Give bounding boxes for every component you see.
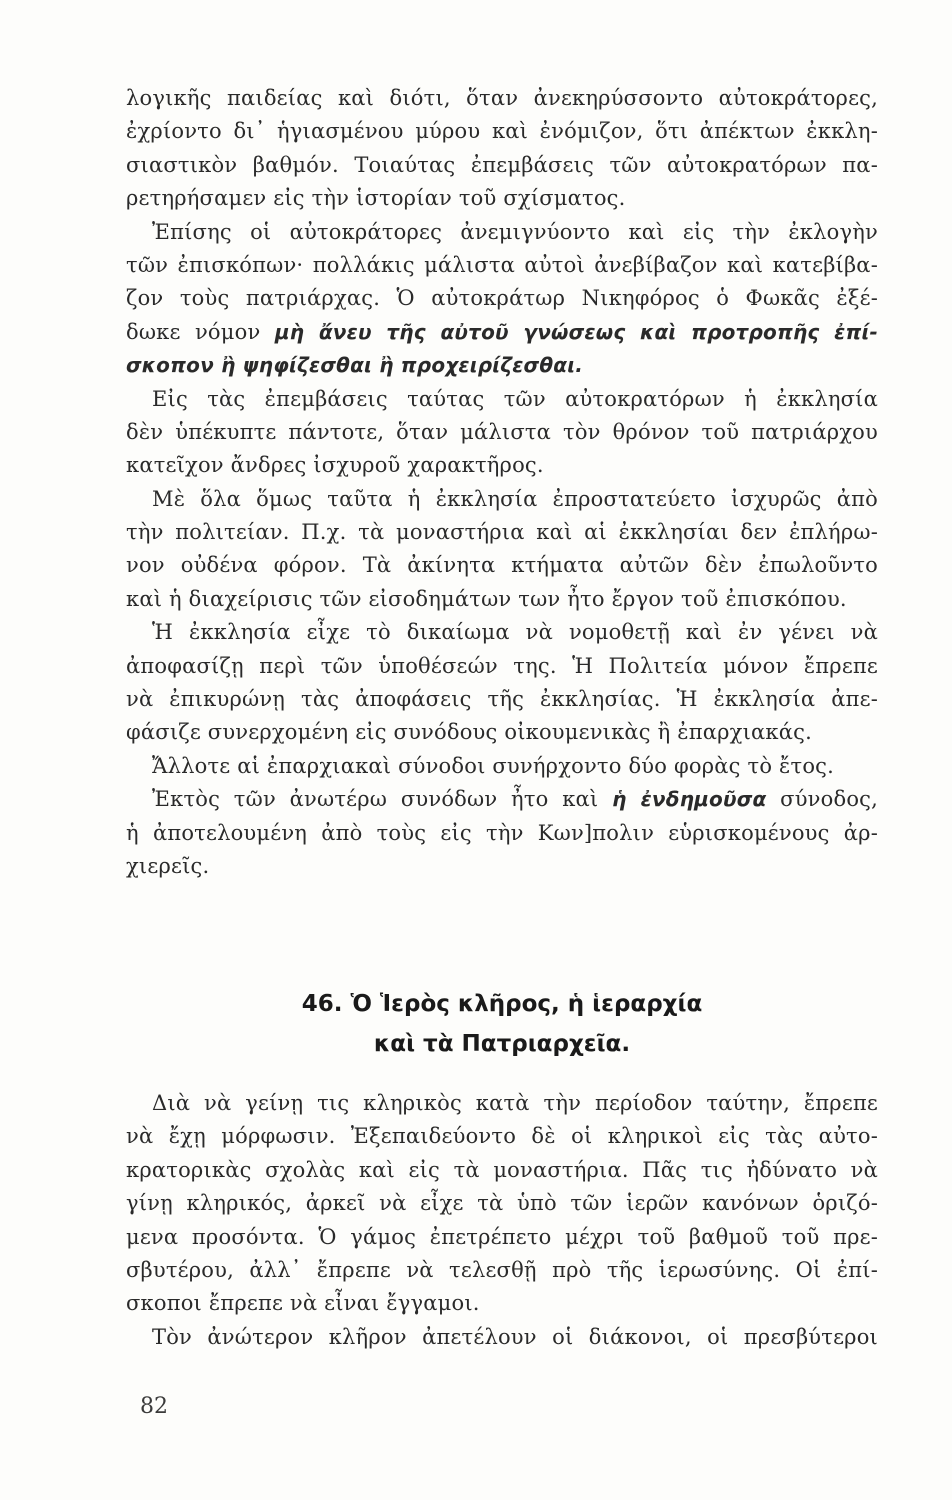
text-line: Διὰ νὰ γείνῃ τις κληρικὸς κατὰ τὴν περίοδον ταύτην, ἔπρεπε [152,1091,878,1115]
text-line: σκοποι ἔπρεπε νὰ εἶναι ἔγγαμοι. [126,1291,480,1316]
text-fragment: δωκε νόμον [126,319,275,344]
text-line: ἡ ἀποτελουμένη ἀπὸ τοὺς εἰς τὴν Κων]πολιν εὑρισκομένους ἀρ- [126,820,878,845]
text-fragment: σύνοδος, [766,787,879,812]
text-line: Ἐπίσης οἱ αὐτοκράτορες ἀνεμιγνύοντο καὶ εἰς τὴν ἐκλογὴν [152,219,878,244]
text-line: ἐχρίοντο δι᾿ ἡγιασμένου μύρου καὶ ἐνόμιζον, ὅτι ἀπέκτων ἐκκλη- [126,119,878,144]
text-line: τὴν πολιτείαν. Π.χ. τὰ μοναστήρια καὶ αἱ ἐκκλησίαι δεν ἐπλήρω- [126,520,878,545]
text-line: Εἰς τὰς ἐπεμβάσεις ταύτας τῶν αὐτοκρατόρων ἡ ἐκκλησία [152,386,878,411]
lower-text-block [126,1087,878,1354]
text-line: Ἡ ἐκκλησία εἶχε τὸ δικαίωμα νὰ νομοθετῇ καὶ ἐν γένει νὰ [152,620,878,645]
upper-text-block [126,82,878,883]
text-line: σιαστικὸν βαθμόν. Τοιαύτας ἐπεμβάσεις τῶν αὐτοκρατόρων πα- [126,152,878,177]
emphasized-text: σκοπον ἢ ψηφίζεσθαι ἢ προχειρίζεσθαι. [126,353,583,378]
page-number: 82 [140,1394,168,1419]
heading-line: καὶ τὰ Πατριαρχεῖα. [373,1031,631,1057]
text-line: δὲν ὑπέκυπτε πάντοτε, ὅταν μάλιστα τὸν θρόνον τοῦ πατριάρχου [126,419,878,444]
text-line: σβυτέρου, ἀλλ᾿ ἔπρεπε νὰ τελεσθῇ πρὸ τῆς ἱερωσύνης. Οἱ ἐπί- [126,1257,878,1282]
text-line: γίνῃ κληρικός, ἀρκεῖ νὰ εἶχε τὰ ὑπὸ τῶν ἱερῶν κανόνων ὁριζό- [126,1191,878,1216]
section-heading [126,984,878,1064]
text-line: Τὸν ἀνώτερον κλῆρον ἀπετέλουν οἱ διάκονοι, οἱ πρεσβύτεροι [152,1324,878,1349]
text-line: μενα προσόντα. Ὁ γάμος ἐπετρέπετο μέχρι τοῦ βαθμοῦ τοῦ πρε- [126,1224,878,1249]
text-line: Ἄλλοτε αἱ ἐπαρχιακαὶ σύνοδοι συνήρχοντο δύο φορὰς τὸ ἔτος. [152,753,835,778]
emphasized-text: μὴ ἄνευ τῆς αὐτοῦ γνώσεως καὶ προτροπῆς ἐπί- [274,319,879,344]
text-line [126,783,878,816]
text-line: κατεῖχον ἄνδρες ἰσχυροῦ χαρακτῆρος. [126,453,544,478]
text-line: φάσιζε συνερχομένη εἰς συνόδους οἰκουμενικὰς ἢ ἐπαρχιακάς. [126,720,812,745]
text-line [126,349,878,382]
text-fragment: Ἐκτὸς τῶν ἀνωτέρω συνόδων ἦτο καὶ [152,787,613,812]
emphasized-text: ἡ ἐνδημοῦσα [612,787,767,812]
heading-line: 46. Ὁ Ἱερὸς κλῆρος, ἡ ἱεραρχία [301,991,703,1017]
text-line: Μὲ ὅλα ὅμως ταῦτα ἡ ἐκκλησία ἐπροστατεύετο ἰσχυρῶς ἀπὸ [152,486,878,511]
text-line: κρατορικὰς σχολὰς καὶ εἰς τὰ μοναστήρια. Πᾶς τις ἠδύνατο νὰ [126,1157,878,1182]
text-line: λογικῆς παιδείας καὶ διότι, ὅταν ἀνεκηρύσσοντο αὐτοκράτορες, [126,86,878,110]
text-line: νὰ ἔχῃ μόρφωσιν. Ἐξεπαιδεύοντο δὲ οἱ κληρικοὶ εἰς τὰς αὐτο- [126,1124,878,1149]
text-line: ἀποφασίζῃ περὶ τῶν ὑποθέσεών της. Ἡ Πολιτεία μόνον ἔπρεπε [126,653,878,678]
text-line: νον οὐδένα φόρον. Τὰ ἀκίνητα κτήματα αὐτῶν δὲν ἐπωλοῦντο [126,553,878,578]
text-line: ζον τοὺς πατριάρχας. Ὁ αὐτοκράτωρ Νικηφόρος ὁ Φωκᾶς ἐξέ- [126,286,878,311]
text-line [126,316,878,349]
text-line: νὰ ἐπικυρώνῃ τὰς ἀποφάσεις τῆς ἐκκλησίας. Ἡ ἐκκλησία ἀπε- [126,687,878,712]
text-line: χιερεῖς. [126,853,210,878]
text-line: καὶ ἡ διαχείρισις τῶν εἰσοδημάτων των ἦτο ἔργον τοῦ ἐπισκόπου. [126,586,847,611]
text-line: τῶν ἐπισκόπων· πολλάκις μάλιστα αὐτοὶ ἀνεβίβαζον καὶ κατεβίβα- [126,252,878,277]
text-line: ρετηρήσαμεν εἰς τὴν ἱστορίαν τοῦ σχίσματος. [126,186,626,211]
